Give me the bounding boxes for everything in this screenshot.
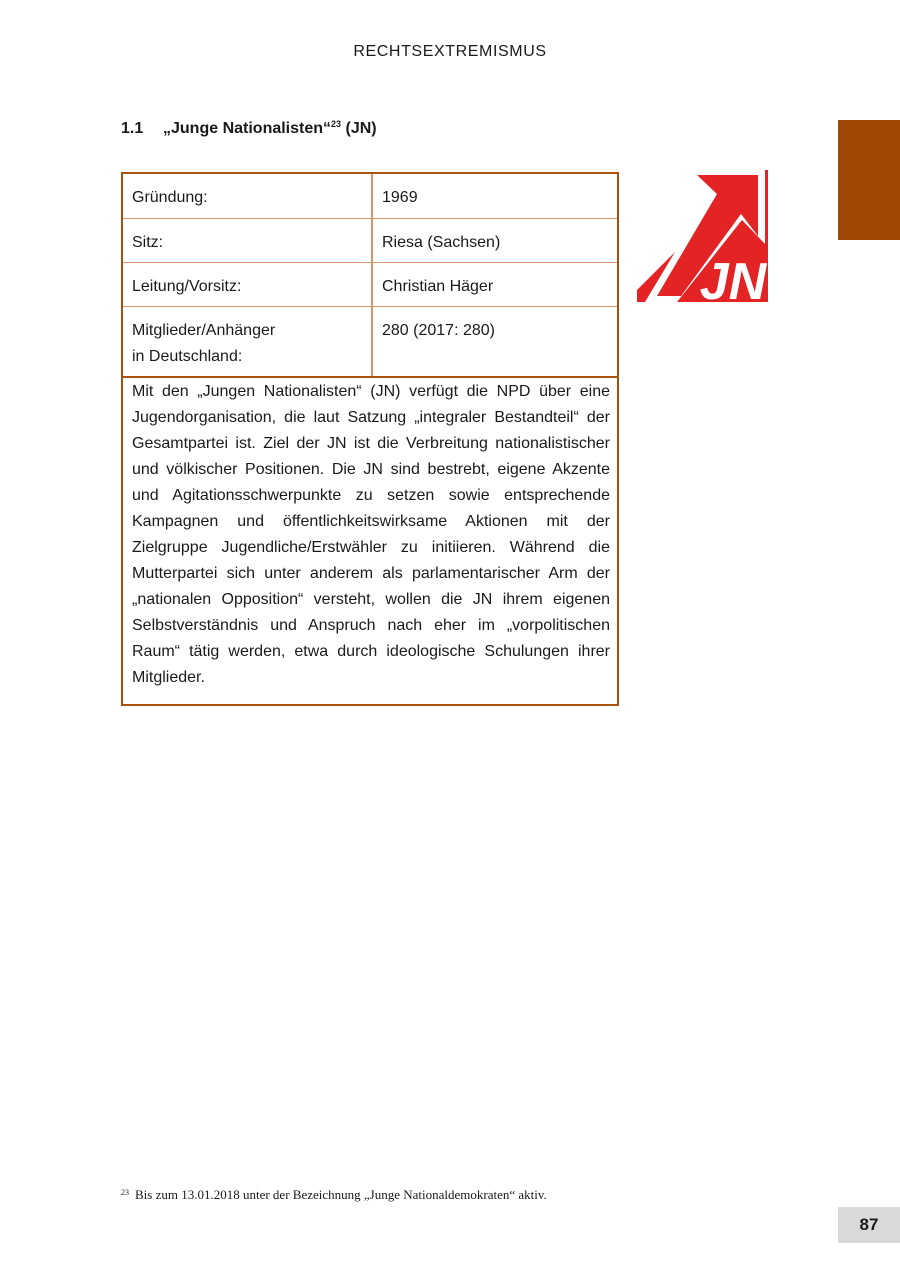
footnote-reference: 23 <box>331 119 342 129</box>
info-row-leadership <box>123 263 617 307</box>
page-number: 87 <box>838 1207 900 1243</box>
info-value-seat: Riesa (Sachsen) <box>382 234 501 251</box>
info-label-members <box>123 307 373 376</box>
jn-logo-letters: JN <box>699 253 767 302</box>
section-number: 1.1 <box>121 120 144 137</box>
footnote <box>121 1187 547 1203</box>
running-header: RECHTSEXTREMISMUS <box>353 43 547 60</box>
jn-logo <box>637 170 768 302</box>
info-row-seat <box>123 219 617 263</box>
section-title: „Junge Nationalisten“ <box>163 120 332 137</box>
organization-info-box <box>121 172 619 706</box>
chapter-side-tab <box>838 120 900 240</box>
section-heading <box>121 120 377 138</box>
info-label-members-line2: in Deutschland: <box>132 348 243 365</box>
footnote-number: 23 <box>121 1188 129 1197</box>
info-row-founding <box>123 174 617 219</box>
organization-description: Mit den „Jungen Nationalisten“ (JN) verfügt die NPD über eine Jugendorganisation, die laut Satzung „integraler Bestandteil“ der Gesamtpartei ist. Ziel der JN ist die Verbreitung nationalistischer und völkischer Positionen. Die JN sind bestrebt, eigene Akzente und Agitationsschwerpunkte zu setzen sowie entsprechende Kampagnen und öffentlichkeitswirksame Aktionen mit der Zielgruppe Jugendliche/Erstwähler zu initiieren. Während die Mutterpartei sich unter anderem als parlamentarischer Arm der „nationalen Opposition“ versteht, wollen die JN ihrem eigenen Selbstverständnis und Anspruch nach eher im „vorpolitischen Raum“ tätig werden, etwa durch ideologische Schulungen ihrer Mitglieder. <box>132 383 610 686</box>
info-value-members: 280 (2017: 280) <box>382 322 495 339</box>
info-value-leadership: Christian Häger <box>382 278 494 295</box>
info-value-founding: 1969 <box>382 189 418 206</box>
footnote-text: Bis zum 13.01.2018 unter der Bezeichnung „Junge Nationaldemokraten“ aktiv. <box>135 1187 547 1202</box>
info-label-leadership: Leitung/Vorsitz: <box>123 263 373 306</box>
info-row-members <box>123 307 617 378</box>
info-label-founding: Gründung: <box>123 174 373 218</box>
info-label-seat: Sitz: <box>123 219 373 262</box>
section-title-abbreviation: (JN) <box>341 120 377 137</box>
info-label-members-line1: Mitglieder/Anhänger <box>132 322 276 339</box>
